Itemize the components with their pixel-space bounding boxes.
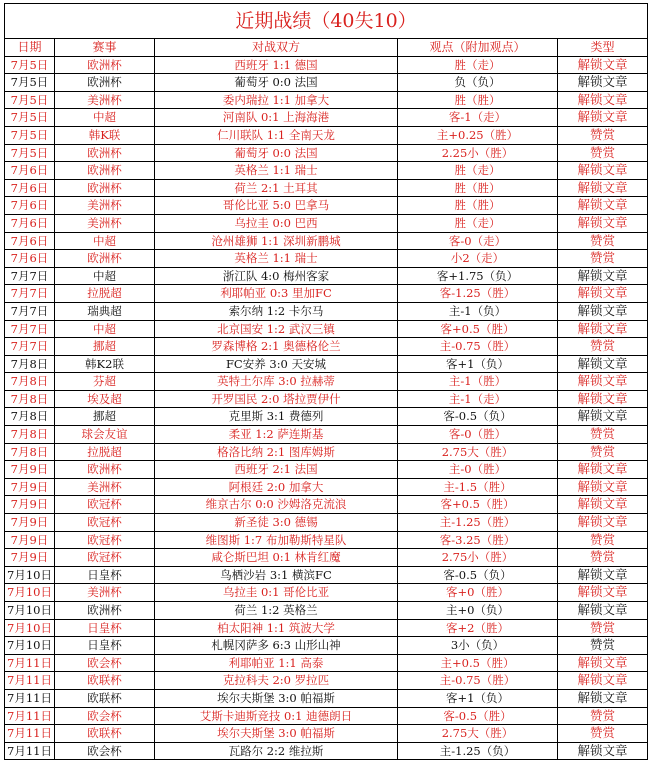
table-row: [5, 654, 648, 672]
cell-event: 韩K联: [55, 126, 155, 144]
cell-type: 赞赏: [558, 637, 648, 655]
cell-date: 7月5日: [5, 91, 55, 109]
cell-view: 主-1.25（负）: [398, 742, 558, 760]
cell-view: 胜（胜）: [398, 91, 558, 109]
cell-date: 7月5日: [5, 144, 55, 162]
table-row: [5, 320, 648, 338]
cell-event: 欧会杯: [55, 654, 155, 672]
cell-type: 解锁文章: [558, 584, 648, 602]
cell-view: 主-0.75（胜）: [398, 338, 558, 356]
cell-type: 解锁文章: [558, 109, 648, 127]
cell-match: 西班牙 2:1 法国: [155, 461, 398, 479]
cell-event: 欧洲杯: [55, 179, 155, 197]
table-row: [5, 390, 648, 408]
cell-event: 美洲杯: [55, 197, 155, 215]
table-row: [5, 56, 648, 74]
cell-type: 赞赏: [558, 232, 648, 250]
cell-match: 咸仑斯巴坦 0:1 林肯红魔: [155, 549, 398, 567]
header-view: 观点（附加观点）: [398, 39, 558, 57]
cell-match: 英格兰 1:1 瑞士: [155, 250, 398, 268]
cell-type: 解锁文章: [558, 478, 648, 496]
table-row: [5, 461, 648, 479]
cell-view: 客-0（胜）: [398, 426, 558, 444]
cell-view: 主-1（胜）: [398, 373, 558, 391]
cell-type: 解锁文章: [558, 373, 648, 391]
cell-date: 7月5日: [5, 109, 55, 127]
cell-view: 3小（负）: [398, 637, 558, 655]
cell-view: 2.75大（胜）: [398, 443, 558, 461]
cell-date: 7月6日: [5, 162, 55, 180]
cell-match: 英特土尔库 3:0 拉赫蒂: [155, 373, 398, 391]
cell-view: 客-0.5（负）: [398, 566, 558, 584]
cell-event: 日皇杯: [55, 619, 155, 637]
cell-match: 沧州雄狮 1:1 深圳新鹏城: [155, 232, 398, 250]
cell-view: 客-1（走）: [398, 109, 558, 127]
cell-type: 赞赏: [558, 531, 648, 549]
table-row: [5, 250, 648, 268]
cell-match: 荷兰 2:1 土耳其: [155, 179, 398, 197]
cell-type: 赞赏: [558, 619, 648, 637]
cell-date: 7月9日: [5, 514, 55, 532]
cell-event: 挪超: [55, 408, 155, 426]
cell-view: 客+1（负）: [398, 689, 558, 707]
cell-type: 解锁文章: [558, 689, 648, 707]
table-row: [5, 74, 648, 92]
cell-date: 7月7日: [5, 285, 55, 303]
header-event: 赛事: [55, 39, 155, 57]
cell-view: 客-0.5（胜）: [398, 707, 558, 725]
cell-event: 挪超: [55, 338, 155, 356]
cell-date: 7月9日: [5, 531, 55, 549]
cell-view: 主-0.75（胜）: [398, 672, 558, 690]
table-row: [5, 109, 648, 127]
cell-date: 7月9日: [5, 549, 55, 567]
table-row: [5, 672, 648, 690]
table-row: [5, 478, 648, 496]
cell-event: 欧冠杯: [55, 531, 155, 549]
cell-date: 7月6日: [5, 214, 55, 232]
table-row: [5, 373, 648, 391]
cell-date: 7月8日: [5, 443, 55, 461]
cell-match: 浙江队 4:0 梅州客家: [155, 267, 398, 285]
cell-type: 解锁文章: [558, 302, 648, 320]
table-row: [5, 584, 648, 602]
cell-event: 球会友谊: [55, 426, 155, 444]
cell-type: 赞赏: [558, 126, 648, 144]
cell-type: 解锁文章: [558, 74, 648, 92]
cell-date: 7月6日: [5, 197, 55, 215]
cell-match: 利耶帕亚 0:3 里加FC: [155, 285, 398, 303]
cell-date: 7月8日: [5, 355, 55, 373]
cell-event: 欧洲杯: [55, 250, 155, 268]
cell-event: 拉脱超: [55, 285, 155, 303]
cell-match: 河南队 0:1 上海海港: [155, 109, 398, 127]
cell-date: 7月11日: [5, 689, 55, 707]
cell-event: 欧冠杯: [55, 549, 155, 567]
cell-date: 7月5日: [5, 56, 55, 74]
cell-match: 埃尔夫斯堡 3:0 帕福斯: [155, 689, 398, 707]
record-table: [4, 3, 648, 760]
cell-type: 解锁文章: [558, 514, 648, 532]
cell-type: 赞赏: [558, 426, 648, 444]
cell-match: 西班牙 1:1 德国: [155, 56, 398, 74]
cell-date: 7月7日: [5, 320, 55, 338]
cell-view: 胜（胜）: [398, 179, 558, 197]
cell-view: 主-1.25（胜）: [398, 514, 558, 532]
cell-date: 7月10日: [5, 584, 55, 602]
cell-date: 7月5日: [5, 74, 55, 92]
cell-view: 胜（走）: [398, 56, 558, 74]
cell-type: 赞赏: [558, 443, 648, 461]
table-row: [5, 338, 648, 356]
cell-event: 欧联杯: [55, 725, 155, 743]
cell-match: 克拉科夫 2:0 罗拉匹: [155, 672, 398, 690]
table-row: [5, 126, 648, 144]
cell-type: 解锁文章: [558, 566, 648, 584]
header-date: 日期: [5, 39, 55, 57]
cell-match: 柏太阳神 1:1 筑波大学: [155, 619, 398, 637]
cell-type: 解锁文章: [558, 214, 648, 232]
cell-view: 主-0（胜）: [398, 461, 558, 479]
cell-date: 7月9日: [5, 478, 55, 496]
cell-match: 北京国安 1:2 武汉三镇: [155, 320, 398, 338]
cell-match: 艾斯卡迪斯竞技 0:1 迪德朗日: [155, 707, 398, 725]
cell-type: 解锁文章: [558, 672, 648, 690]
cell-event: 欧洲杯: [55, 74, 155, 92]
cell-type: 解锁文章: [558, 91, 648, 109]
cell-view: 客+2（胜）: [398, 619, 558, 637]
cell-type: 解锁文章: [558, 602, 648, 620]
cell-date: 7月6日: [5, 232, 55, 250]
cell-date: 7月7日: [5, 338, 55, 356]
cell-match: 格洛比纳 2:1 图库姆斯: [155, 443, 398, 461]
cell-view: 主-1（走）: [398, 390, 558, 408]
cell-event: 欧洲杯: [55, 56, 155, 74]
cell-event: 欧会杯: [55, 742, 155, 760]
table-row: [5, 302, 648, 320]
table-row: [5, 689, 648, 707]
cell-match: 札幌冈萨多 6:3 山形山神: [155, 637, 398, 655]
table-row: [5, 496, 648, 514]
cell-date: 7月5日: [5, 126, 55, 144]
cell-match: 乌拉圭 0:0 巴西: [155, 214, 398, 232]
cell-date: 7月8日: [5, 373, 55, 391]
cell-type: 解锁文章: [558, 267, 648, 285]
table-row: [5, 285, 648, 303]
cell-date: 7月8日: [5, 390, 55, 408]
table-row: [5, 179, 648, 197]
table-row: [5, 355, 648, 373]
cell-type: 解锁文章: [558, 197, 648, 215]
cell-match: 英格兰 1:1 瑞士: [155, 162, 398, 180]
cell-date: 7月8日: [5, 426, 55, 444]
cell-event: 欧冠杯: [55, 514, 155, 532]
cell-type: 解锁文章: [558, 320, 648, 338]
table-row: [5, 566, 648, 584]
cell-type: 解锁文章: [558, 285, 648, 303]
cell-event: 欧联杯: [55, 689, 155, 707]
cell-view: 客+0（胜）: [398, 584, 558, 602]
table-row: [5, 91, 648, 109]
table-row: [5, 426, 648, 444]
cell-event: 美洲杯: [55, 584, 155, 602]
table-row: [5, 619, 648, 637]
cell-view: 客-0.5（负）: [398, 408, 558, 426]
cell-type: 解锁文章: [558, 390, 648, 408]
cell-match: 维图斯 1:7 布加勒斯特星队: [155, 531, 398, 549]
record-sheet: [4, 3, 647, 760]
cell-view: 客+0.5（胜）: [398, 496, 558, 514]
cell-type: 赞赏: [558, 338, 648, 356]
cell-event: 欧洲杯: [55, 162, 155, 180]
cell-date: 7月11日: [5, 742, 55, 760]
cell-view: 客+0.5（胜）: [398, 320, 558, 338]
table-row: [5, 742, 648, 760]
cell-view: 客+1.75（负）: [398, 267, 558, 285]
table-row: [5, 214, 648, 232]
cell-event: 中超: [55, 267, 155, 285]
cell-match: 委内瑞拉 1:1 加拿大: [155, 91, 398, 109]
table-row: [5, 549, 648, 567]
cell-view: 主-1（负）: [398, 302, 558, 320]
cell-type: 解锁文章: [558, 355, 648, 373]
cell-date: 7月10日: [5, 566, 55, 584]
cell-type: 解锁文章: [558, 179, 648, 197]
cell-date: 7月6日: [5, 250, 55, 268]
cell-view: 胜（胜）: [398, 197, 558, 215]
table-row: [5, 725, 648, 743]
cell-view: 客-3.25（胜）: [398, 531, 558, 549]
cell-view: 主+0.25（胜）: [398, 126, 558, 144]
cell-event: 芬超: [55, 373, 155, 391]
header-row: [5, 39, 648, 57]
cell-view: 负（负）: [398, 74, 558, 92]
table-row: [5, 232, 648, 250]
cell-match: 柔亚 1:2 萨连斯基: [155, 426, 398, 444]
cell-view: 客-0（走）: [398, 232, 558, 250]
cell-event: 瑞典超: [55, 302, 155, 320]
cell-event: 日皇杯: [55, 566, 155, 584]
table-row: [5, 267, 648, 285]
cell-event: 欧冠杯: [55, 496, 155, 514]
cell-date: 7月7日: [5, 267, 55, 285]
cell-date: 7月8日: [5, 408, 55, 426]
cell-match: 克里斯 3:1 费德列: [155, 408, 398, 426]
cell-view: 2.75小（胜）: [398, 549, 558, 567]
table-row: [5, 162, 648, 180]
table-row: [5, 602, 648, 620]
cell-match: 利耶帕亚 1:1 高泰: [155, 654, 398, 672]
table-row: [5, 408, 648, 426]
cell-type: 解锁文章: [558, 461, 648, 479]
cell-date: 7月11日: [5, 654, 55, 672]
cell-match: 罗森博格 2:1 奥德格伦兰: [155, 338, 398, 356]
table-row: [5, 531, 648, 549]
cell-match: 瓦路尔 2:2 维拉斯: [155, 742, 398, 760]
cell-date: 7月11日: [5, 725, 55, 743]
cell-event: 中超: [55, 109, 155, 127]
cell-match: 仁川联队 1:1 全南天龙: [155, 126, 398, 144]
cell-view: 主+0.5（胜）: [398, 654, 558, 672]
cell-event: 韩K2联: [55, 355, 155, 373]
cell-match: 维京古尔 0:0 沙姆洛克流浪: [155, 496, 398, 514]
cell-view: 2.25小（胜）: [398, 144, 558, 162]
cell-date: 7月10日: [5, 619, 55, 637]
cell-date: 7月7日: [5, 302, 55, 320]
cell-type: 解锁文章: [558, 496, 648, 514]
cell-date: 7月11日: [5, 707, 55, 725]
cell-event: 欧洲杯: [55, 461, 155, 479]
cell-date: 7月6日: [5, 179, 55, 197]
header-match: 对战双方: [155, 39, 398, 57]
cell-type: 解锁文章: [558, 742, 648, 760]
cell-event: 中超: [55, 232, 155, 250]
cell-event: 埃及超: [55, 390, 155, 408]
cell-view: 主-1.5（胜）: [398, 478, 558, 496]
table-row: [5, 637, 648, 655]
cell-match: FC安养 3:0 天安城: [155, 355, 398, 373]
cell-type: 赞赏: [558, 144, 648, 162]
cell-event: 美洲杯: [55, 214, 155, 232]
header-type: 类型: [558, 39, 648, 57]
cell-type: 赞赏: [558, 549, 648, 567]
cell-match: 葡萄牙 0:0 法国: [155, 74, 398, 92]
cell-view: 小2（走）: [398, 250, 558, 268]
cell-event: 美洲杯: [55, 478, 155, 496]
cell-type: 解锁文章: [558, 654, 648, 672]
table-row: [5, 144, 648, 162]
cell-view: 胜（走）: [398, 162, 558, 180]
table-row: [5, 443, 648, 461]
table-row: [5, 197, 648, 215]
page-title: 近期战绩（40失10）: [5, 4, 648, 39]
cell-type: 解锁文章: [558, 56, 648, 74]
cell-match: 阿根廷 2:0 加拿大: [155, 478, 398, 496]
cell-match: 新圣徒 3:0 德锡: [155, 514, 398, 532]
cell-event: 欧会杯: [55, 707, 155, 725]
cell-event: 欧洲杯: [55, 144, 155, 162]
cell-match: 荷兰 1:2 英格兰: [155, 602, 398, 620]
cell-view: 客+1（负）: [398, 355, 558, 373]
cell-date: 7月11日: [5, 672, 55, 690]
cell-match: 葡萄牙 0:0 法国: [155, 144, 398, 162]
cell-view: 主+0（负）: [398, 602, 558, 620]
cell-view: 胜（走）: [398, 214, 558, 232]
cell-event: 拉脱超: [55, 443, 155, 461]
cell-event: 美洲杯: [55, 91, 155, 109]
cell-event: 欧洲杯: [55, 602, 155, 620]
table-row: [5, 514, 648, 532]
cell-type: 赞赏: [558, 250, 648, 268]
cell-event: 欧联杯: [55, 672, 155, 690]
cell-event: 日皇杯: [55, 637, 155, 655]
cell-date: 7月9日: [5, 461, 55, 479]
cell-type: 赞赏: [558, 725, 648, 743]
cell-view: 2.75大（胜）: [398, 725, 558, 743]
cell-match: 开罗国民 2:0 塔拉贾伊什: [155, 390, 398, 408]
cell-date: 7月10日: [5, 637, 55, 655]
cell-match: 乌拉圭 0:1 哥伦比亚: [155, 584, 398, 602]
cell-date: 7月9日: [5, 496, 55, 514]
cell-date: 7月10日: [5, 602, 55, 620]
table-row: [5, 707, 648, 725]
cell-view: 客-1.25（胜）: [398, 285, 558, 303]
cell-event: 中超: [55, 320, 155, 338]
cell-match: 鸟栖沙岩 3:1 横滨FC: [155, 566, 398, 584]
cell-match: 埃尔夫斯堡 3:0 帕福斯: [155, 725, 398, 743]
cell-match: 索尔纳 1:2 卡尔马: [155, 302, 398, 320]
cell-match: 哥伦比亚 5:0 巴拿马: [155, 197, 398, 215]
cell-type: 解锁文章: [558, 162, 648, 180]
cell-type: 解锁文章: [558, 408, 648, 426]
cell-type: 赞赏: [558, 707, 648, 725]
